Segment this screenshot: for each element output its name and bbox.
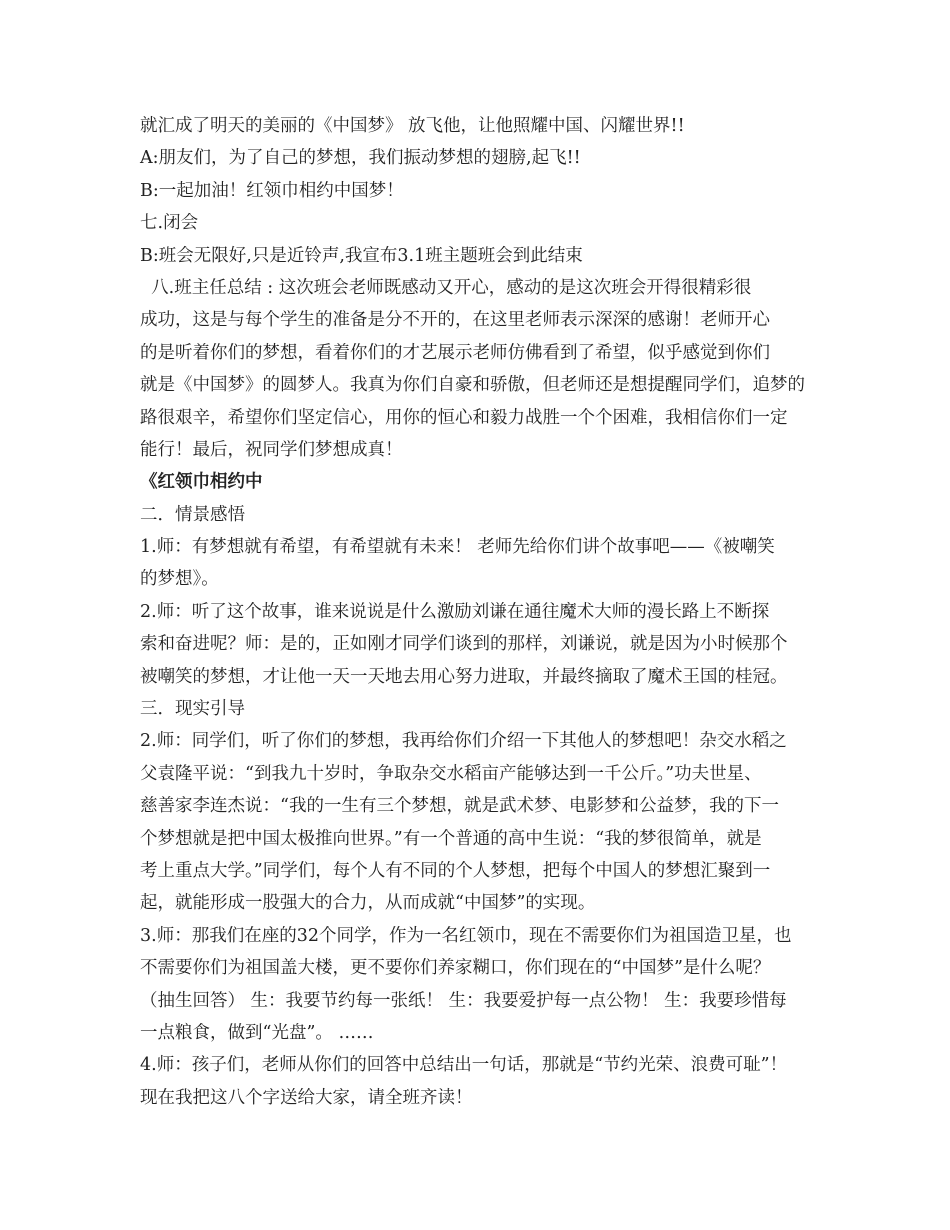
bold-heading: 《红领巾相约中: [140, 472, 263, 493]
document-page: [140, 110, 820, 1114]
text-line: 3.师：那我们在座的32个同学，作为一名红领巾，现在不需要你们为祖国造卫星，也: [140, 925, 792, 946]
text-line: 的梦想》。: [140, 569, 219, 590]
text-line: 父袁隆平说：“到我九十岁时，争取杂交水稻亩产能够达到一千公斤。”功夫世星、: [140, 763, 762, 784]
text-line: （抽生回答） 生：我要节约每一张纸！ 生：我要爱护每一点公物！ 生：我要珍惜每: [140, 990, 787, 1011]
text-line: 现在我把这八个字送给大家，请全班齐读！: [140, 1087, 473, 1108]
text-line: 路很艰辛，希望你们坚定信心，用你的恒心和毅力战胜一个个困难，我相信你们一定: [140, 407, 788, 428]
section-heading: 三．现实引导: [140, 699, 245, 720]
text-line: 不需要你们为祖国盖大楼，更不要你们养家糊口，你们现在的“中国梦”是什么呢？: [140, 958, 771, 979]
text-line: 的是听着你们的梦想，看着你们的才艺展示老师仿佛看到了希望，似乎感觉到你们: [140, 342, 770, 363]
text-line: 个梦想就是把中国太极推向世界。”有一个普通的高中生说：“我的梦很简单，就是: [140, 828, 762, 849]
text-line: 就汇成了明天的美丽的《中国梦》 放飞他，让他照耀中国、闪耀世界!!: [140, 116, 685, 136]
text-line: 成功，这是与每个学生的准备是分不开的，在这里老师表示深深的感谢！老师开心: [140, 310, 770, 331]
text-line: 慈善家李连杰说：“我的一生有三个梦想，就是武术梦、电影梦和公益梦，我的下一: [140, 796, 779, 817]
section-heading: 二．情景感悟: [140, 504, 245, 525]
text-line: 2.师：同学们，听了你们的梦想，我再给你们介绍一下其他人的梦想吧！杂交水稻之: [140, 731, 787, 752]
text-line: 索和奋进呢？师：是的，正如刚才同学们谈到的那样，刘谦说，就是因为小时候那个: [140, 634, 788, 655]
text-line: 2.师：听了这个故事，谁来说说是什么激励刘谦在通往魔术大师的漫长路上不断探: [140, 601, 770, 622]
text-line: B:一起加油！红领巾相约中国梦！: [140, 180, 404, 201]
text-line: A:朋友们，为了自己的梦想，我们振动梦想的翅膀,起飞!!: [140, 148, 581, 169]
text-line: 4.师：孩子们，老师从你们的回答中总结出一句话，那就是“节约光荣、浪费可耻”！: [140, 1055, 788, 1076]
text-line: 起，就能形成一股强大的合力，从而成就“中国梦”的实现。: [140, 893, 596, 914]
text-line: 就是《中国梦》的圆梦人。我真为你们自豪和骄傲，但老师还是想提醒同学们，追梦的: [140, 375, 805, 396]
text-line: 1.师：有梦想就有希望，有希望就有未来！ 老师先给你们讲个故事吧——《被嘲笑: [140, 537, 775, 558]
text-line: 被嘲笑的梦想，才让他一天一天地去用心努力进取，并最终摘取了魔术王国的桂冠。: [140, 666, 788, 687]
text-line: 八.班主任总结 : 这次班会老师既感动又开心，感动的是这次班会开得很精彩很: [140, 277, 752, 298]
text-line: 考上重点大学。”同学们，每个人有不同的个人梦想，把每个中国人的梦想汇聚到一: [140, 860, 771, 881]
text-line: 能行！最后，祝同学们梦想成真！: [140, 439, 403, 460]
text-line: B:班会无限好,只是近铃声,我宣布3.1班主题班会到此结束: [140, 245, 583, 266]
section-heading: 七.闭会: [140, 213, 199, 234]
text-line: 一点粮食，做到“光盘”。 ……: [140, 1022, 374, 1043]
